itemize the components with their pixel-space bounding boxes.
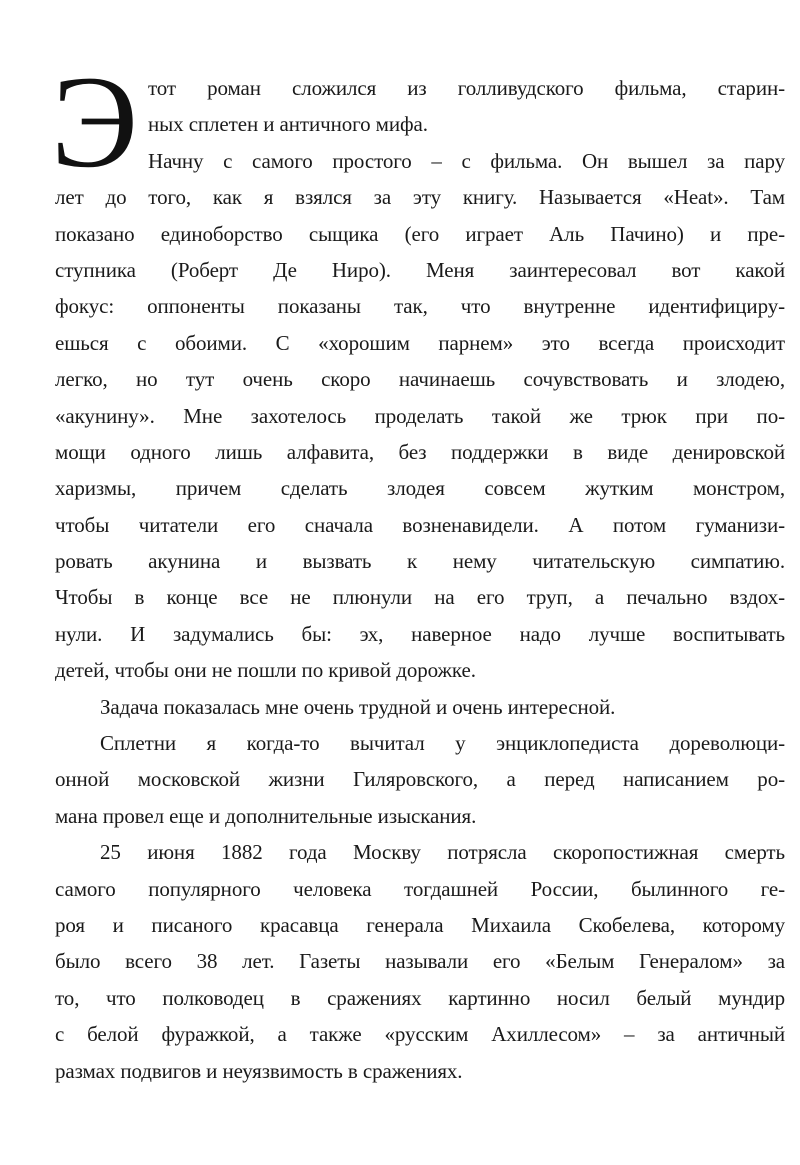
text-line: Задача показалась мне очень трудной и очень интересной.: [100, 694, 616, 719]
text-line: мощи одного лишь алфавита, без поддержки в виде денировской: [55, 439, 785, 464]
text-line: онной московской жизни Гиляровского, а перед написанием ро-: [55, 767, 785, 792]
text-line: харизмы, причем сделать злодея совсем жутким монстром,: [55, 476, 785, 501]
text-line: Начну с самого простого – с фильма. Он вышел за пару: [148, 148, 785, 173]
paragraph-1: [55, 70, 785, 143]
text-line: легко, но тут очень скоро начинаешь сочувствовать и злодею,: [55, 367, 785, 392]
text-line: размах подвигов и неуязвимость в сражениях.: [55, 1058, 463, 1083]
text-line: самого популярного человека тогдашней России, былинного ге-: [55, 876, 785, 901]
text-line: тот роман сложился из голливудского фильма, старин-: [148, 76, 785, 100]
text-line: фокус: оппоненты показаны так, что внутренне идентифициру-: [55, 294, 785, 319]
text-line: роя и писаного красавца генерала Михаила Скобелева, которому: [55, 912, 785, 937]
text-line: ешься с обоими. С «хорошим парнем» это всегда происходит: [55, 330, 785, 355]
paragraph-3: [55, 689, 785, 725]
text-line: нули. И задумались бы: эх, наверное надо лучше воспитывать: [55, 621, 785, 646]
text-line: то, что полководец в сражениях картинно носил белый мундир: [55, 985, 785, 1010]
book-page: [51, 48, 785, 1089]
paragraph-5: [55, 834, 785, 1089]
text-line: ступника (Роберт Де Ниро). Меня заинтересовал вот какой: [55, 257, 785, 282]
text-line: Чтобы в конце все не плюнули на его труп, а печально вздох-: [55, 585, 785, 610]
text-line: 25 июня 1882 года Москву потрясла скоропостижная смерть: [100, 840, 785, 865]
paragraph-4: [55, 725, 785, 834]
text-line: детей, чтобы они не пошли по кривой дорожке.: [55, 658, 476, 683]
text-line: ных сплетен и античного мифа.: [148, 112, 428, 137]
text-line: Сплетни я когда-то вычитал у энциклопедиста дореволюци-: [100, 731, 785, 756]
text-line: с белой фуражкой, а также «русским Ахиллесом» – за античный: [55, 1022, 785, 1047]
text-line: было всего 38 лет. Газеты называли его «Белым Генералом» за: [55, 949, 785, 974]
text-line: чтобы читатели его сначала возненавидели. А потом гуманизи-: [55, 512, 785, 537]
text-line: показано единоборство сыщика (его играет Аль Пачино) и пре-: [55, 221, 785, 246]
drop-cap: Э: [51, 48, 139, 195]
text-line: лет до того, как я взялся за эту книгу. Называется «Heat». Там: [55, 185, 785, 210]
paragraph-2: [55, 143, 785, 689]
text-line: мана провел еще и дополнительные изыскания.: [55, 803, 477, 828]
text-line: ровать акунина и вызвать к нему читательскую симпатию.: [55, 549, 785, 574]
text-line: «акунину». Мне захотелось проделать такой же трюк при по-: [55, 403, 785, 428]
